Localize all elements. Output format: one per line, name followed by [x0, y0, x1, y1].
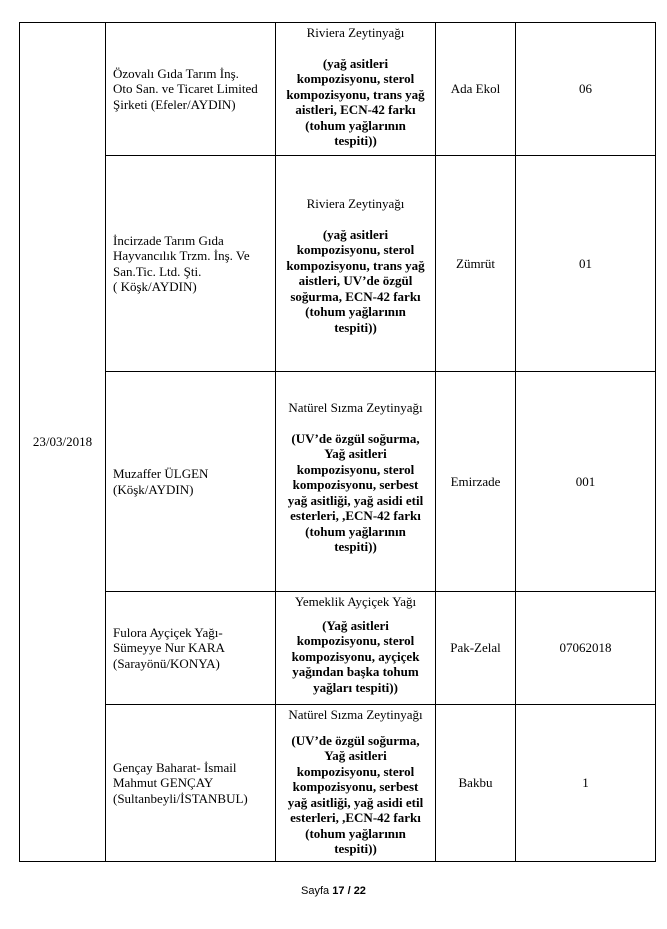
company-line: Sümeyye Nur KARA	[113, 640, 225, 656]
company-cell	[106, 592, 276, 705]
date-text: 23/03/2018	[32, 434, 93, 450]
table-row	[20, 592, 656, 705]
company-line: (Sarayönü/KONYA)	[113, 655, 220, 671]
product-test-line: kompozisyonu, sterol	[296, 633, 415, 648]
brand-cell	[436, 372, 516, 592]
product-test-line: (tohum yağlarının	[305, 825, 406, 841]
product-name: Riviera Zeytinyağı	[306, 196, 405, 211]
product-test-line: kompozisyonu, sterol	[296, 242, 415, 257]
product-test-line: tespiti))	[334, 133, 377, 148]
page-footer	[0, 885, 667, 897]
product-test-line: Yağ asitleri	[324, 748, 387, 763]
product-test-line: (UV’de özgül soğurma,	[291, 732, 420, 748]
company-line: Hayvancılık Trzm. İnş. Ve	[113, 248, 250, 263]
company-line: Muzaffer ÜLGEN	[113, 466, 209, 481]
product-test-line: (yağ asitleri	[322, 226, 389, 242]
table-row	[20, 156, 656, 372]
product-name: Yemeklik Ayçiçek Yağı	[294, 594, 417, 609]
table-row	[20, 372, 656, 592]
product-test-line: soğurma, ECN-42 farkı	[290, 288, 421, 304]
product-test-line: tespiti))	[334, 539, 377, 554]
product-test-line: aistleri, UV’de özgül	[298, 273, 413, 288]
brand-cell	[436, 592, 516, 705]
product-test-line: kompozisyonu, serbest	[292, 477, 419, 492]
brand-text: Emirzade	[450, 473, 501, 489]
brand-text: Pak-Zelal	[450, 640, 501, 656]
product-test-line: yağ asitliği, yağ asidi etil	[287, 492, 424, 508]
product-test-line: tespiti))	[334, 841, 377, 856]
product-cell	[276, 705, 436, 862]
product-test-line: (tohum yağlarının	[305, 304, 406, 319]
lot-text: 001	[575, 473, 596, 489]
company-line: Gençay Baharat- İsmail	[113, 759, 237, 775]
table-row	[20, 23, 656, 156]
current-page-number: 17	[332, 885, 345, 897]
product-test-line: Yağ asitleri	[324, 446, 387, 461]
company-line: (Köşk/AYDIN)	[113, 481, 194, 497]
company-cell	[106, 23, 276, 156]
product-test-line: kompozisyonu, trans yağ	[286, 257, 425, 273]
lot-cell	[516, 705, 656, 862]
brand-text: Bakbu	[458, 775, 493, 791]
company-cell	[106, 372, 276, 592]
brand-cell	[436, 23, 516, 156]
product-test-line: kompozisyonu, sterol	[296, 763, 415, 779]
product-test-line: esterleri, ,ECN-42 farkı	[290, 810, 421, 825]
product-test-line: kompozisyonu, trans yağ	[286, 86, 425, 102]
lot-cell	[516, 156, 656, 372]
company-line: Oto San. ve Ticaret Limited	[113, 81, 258, 97]
product-test-line: (Yağ asitleri	[322, 617, 389, 633]
brand-cell	[436, 705, 516, 862]
company-line: Özovalı Gıda Tarım İnş.	[113, 65, 239, 81]
page-separator: /	[347, 885, 351, 897]
product-test-line: tespiti))	[334, 319, 377, 335]
product-test-line: (tohum yağlarının	[305, 523, 406, 539]
product-test-line: yağları tespiti))	[313, 679, 398, 695]
company-line: Fulora Ayçiçek Yağı-	[113, 624, 223, 640]
table-row	[20, 705, 656, 862]
brand-text: Ada Ekol	[450, 81, 501, 97]
product-test-line: yağından başka tohum	[292, 664, 419, 679]
company-line: İncirzade Tarım Gıda	[113, 232, 224, 248]
company-line: Mahmut GENÇAY	[113, 775, 214, 791]
company-cell	[106, 705, 276, 862]
product-name: Natürel Sızma Zeytinyağı	[288, 707, 423, 722]
product-test-line: aistleri, ECN-42 farkı	[295, 102, 416, 117]
company-line: (Sultanbeyli/İSTANBUL)	[113, 790, 248, 806]
brand-text: Zümrüt	[456, 255, 495, 271]
product-test-line: esterleri, ,ECN-42 farkı	[290, 508, 421, 523]
product-test-line: kompozisyonu, serbest	[292, 779, 419, 794]
product-cell	[276, 156, 436, 372]
product-cell	[276, 592, 436, 705]
brand-cell	[436, 156, 516, 372]
product-test-line: (yağ asitleri	[322, 55, 389, 71]
lot-text: 06	[579, 81, 592, 97]
lot-text: 07062018	[559, 640, 612, 656]
lot-cell	[516, 23, 656, 156]
company-cell	[106, 156, 276, 372]
product-test-line: (tohum yağlarının	[305, 117, 406, 133]
company-line: San.Tic. Ltd. Şti.	[113, 263, 202, 279]
page-label: Sayfa	[301, 885, 330, 897]
lot-cell	[516, 372, 656, 592]
product-name: Riviera Zeytinyağı	[306, 25, 405, 40]
product-cell	[276, 372, 436, 592]
company-line: Şirketi (Efeler/AYDIN)	[113, 96, 236, 112]
product-test-line: kompozisyonu, sterol	[296, 71, 415, 86]
company-line: ( Köşk/AYDIN)	[113, 279, 197, 294]
lot-text: 01	[579, 255, 592, 271]
date-cell	[20, 23, 106, 862]
product-cell	[276, 23, 436, 156]
lot-cell	[516, 592, 656, 705]
product-name: Natürel Sızma Zeytinyağı	[288, 400, 423, 415]
product-test-line: (UV’de özgül soğurma,	[291, 430, 420, 446]
inspection-table	[19, 22, 656, 862]
product-test-line: yağ asitliği, yağ asidi etil	[287, 794, 424, 810]
total-page-count: 22	[353, 885, 366, 897]
product-test-line: kompozisyonu, ayçiçek	[291, 648, 420, 664]
lot-text: 1	[582, 775, 589, 791]
product-test-line: kompozisyonu, sterol	[296, 461, 415, 477]
